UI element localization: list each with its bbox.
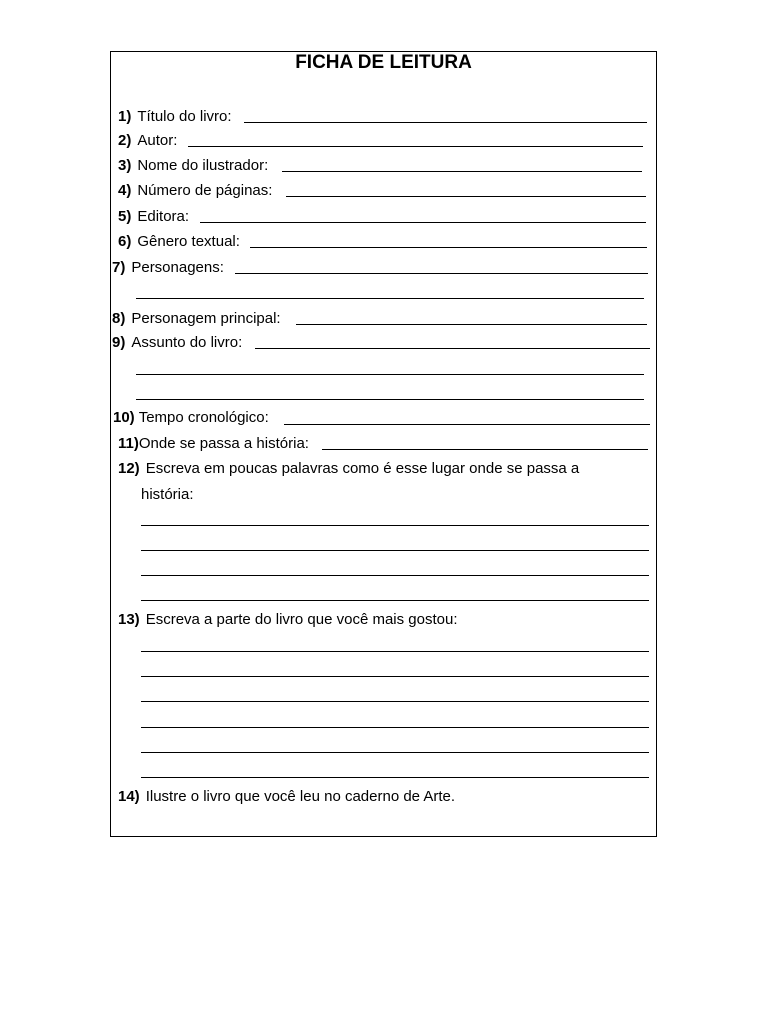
- field-genero: [118, 233, 240, 251]
- field-assunto: [112, 334, 242, 352]
- field-label: Editora:: [137, 208, 190, 225]
- answer-line-lugar-3[interactable]: [141, 575, 649, 576]
- answer-line-assunto-2[interactable]: [136, 374, 644, 375]
- field-number: 9): [112, 334, 126, 351]
- answer-line-ilustrador[interactable]: [282, 171, 642, 172]
- answer-line-assunto-3[interactable]: [136, 399, 644, 400]
- field-label: Ilustre o livro que você leu no caderno de Arte.: [145, 788, 456, 805]
- field-tempo: [113, 409, 269, 427]
- field-number: 11): [118, 435, 139, 452]
- field-label: Gênero textual:: [137, 233, 240, 250]
- field-number: 10): [113, 409, 135, 426]
- answer-line-titulo[interactable]: [244, 122, 647, 123]
- field-titulo: [118, 108, 232, 126]
- field-label: Escreva em poucas palavras como é esse lugar onde se passa a: [145, 460, 580, 477]
- field-label: Título do livro:: [137, 108, 232, 125]
- field-number: 1): [118, 108, 132, 125]
- field-label: Personagens:: [131, 259, 224, 276]
- field-editora: [118, 208, 189, 226]
- answer-line-parte-6[interactable]: [141, 777, 649, 778]
- answer-line-personagens-2[interactable]: [136, 298, 644, 299]
- answer-line-parte-5[interactable]: [141, 752, 649, 753]
- field-autor: [118, 132, 177, 150]
- field-onde: [118, 435, 309, 453]
- answer-line-lugar-1[interactable]: [141, 525, 649, 526]
- field-ilustrador: [118, 157, 268, 175]
- answer-line-lugar-4[interactable]: [141, 600, 649, 601]
- answer-line-tempo[interactable]: [284, 424, 650, 425]
- answer-line-onde[interactable]: [322, 449, 648, 450]
- answer-line-autor[interactable]: [188, 146, 643, 147]
- field-label: Nome do ilustrador:: [137, 157, 269, 174]
- field-label: Tempo cronológico:: [138, 409, 269, 426]
- answer-line-parte-4[interactable]: [141, 727, 649, 728]
- field-number: 7): [112, 259, 126, 276]
- field-label: Escreva a parte do livro que você mais gostou:: [145, 611, 458, 628]
- field-lugar-continued: história:: [141, 486, 194, 503]
- field-personagem-principal: [112, 310, 281, 328]
- field-label: Assunto do livro:: [131, 334, 243, 351]
- answer-line-personagens[interactable]: [235, 273, 648, 274]
- field-personagens: [112, 259, 224, 277]
- answer-line-editora[interactable]: [200, 222, 646, 223]
- field-number: 5): [118, 208, 132, 225]
- answer-line-paginas[interactable]: [286, 196, 646, 197]
- field-number: 3): [118, 157, 132, 174]
- field-number: 8): [112, 310, 126, 327]
- field-number: 6): [118, 233, 132, 250]
- answer-line-parte-1[interactable]: [141, 651, 649, 652]
- answer-line-assunto[interactable]: [255, 348, 650, 349]
- answer-line-parte-2[interactable]: [141, 676, 649, 677]
- answer-line-parte-3[interactable]: [141, 701, 649, 702]
- answer-line-personagem-principal[interactable]: [296, 324, 647, 325]
- field-label: Número de páginas:: [137, 182, 273, 199]
- field-number: 4): [118, 182, 132, 199]
- field-label: Personagem principal:: [131, 310, 281, 327]
- field-label: Onde se passa a história:: [138, 435, 309, 452]
- field-parte-favorita: [118, 611, 458, 629]
- field-lugar: [118, 460, 579, 478]
- answer-line-lugar-2[interactable]: [141, 550, 649, 551]
- field-ilustre: [118, 788, 455, 806]
- page-title: FICHA DE LEITURA: [295, 52, 472, 73]
- field-label: Autor:: [137, 132, 178, 149]
- field-number: 12): [118, 460, 140, 477]
- field-paginas: [118, 182, 272, 200]
- answer-line-genero[interactable]: [250, 247, 647, 248]
- field-number: 14): [118, 788, 140, 805]
- field-number: 13): [118, 611, 140, 628]
- field-number: 2): [118, 132, 132, 149]
